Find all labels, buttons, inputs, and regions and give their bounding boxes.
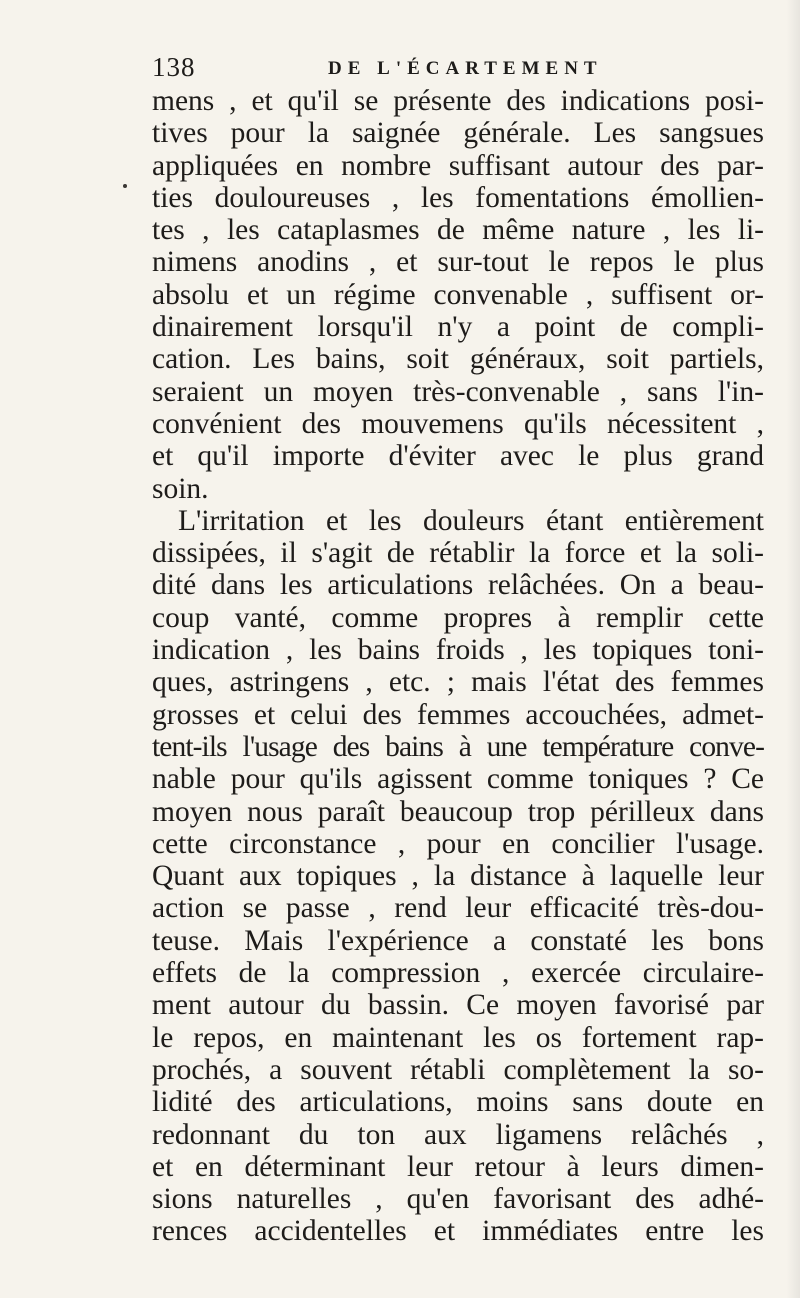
- text-line: dinairement lorsqu'il n'y a point de compli-: [152, 311, 764, 344]
- text-line: tent-ils l'usage des bains à une température conve-: [152, 730, 764, 763]
- text-line: indication , les bains froids , les topiques toni-: [152, 634, 764, 667]
- text-line: mens , et qu'il se présente des indications posi-: [152, 85, 764, 117]
- text-line: tives pour la saignée générale. Les sangsues: [152, 117, 764, 150]
- text-line: moyen nous paraît beaucoup trop périlleux dans: [152, 795, 764, 828]
- body-text: [152, 85, 764, 1248]
- text-line: seraient un moyen très-convenable , sans l'in-: [152, 375, 764, 408]
- text-line: sions naturelles , qu'en favorisant des adhé-: [152, 1183, 764, 1216]
- text-line: le repos, en maintenant les os fortement rap-: [152, 1021, 764, 1054]
- text-line: dissipées, il s'agit de rétablir la force et la soli-: [152, 537, 764, 570]
- paragraph-2: [152, 505, 764, 1248]
- text-line: et en déterminant leur retour à leurs dimen-: [152, 1150, 764, 1183]
- text-line: nimens anodins , et sur-tout le repos le plus: [152, 246, 764, 279]
- text-line: absolu et un régime convenable , suffisent or-: [152, 278, 764, 311]
- text-line: lidité des articulations, moins sans doute en: [152, 1086, 764, 1119]
- text-line: redonnant du ton aux ligamens relâchés ,: [152, 1118, 764, 1151]
- text-line: tes , les cataplasmes de même nature , les li-: [152, 214, 764, 247]
- text-line: prochés, a souvent rétabli complètement la so-: [152, 1053, 764, 1086]
- text-line: soin.: [152, 472, 209, 505]
- text-line: cation. Les bains, soit généraux, soit partiels,: [152, 343, 764, 376]
- text-line: coup vanté, comme propres à remplir cette: [152, 601, 764, 634]
- paragraph-1: [152, 85, 764, 505]
- text-line: convénient des mouvemens qu'ils nécessitent ,: [152, 407, 764, 440]
- text-line: Quant aux topiques , la distance à laquelle leur: [152, 860, 764, 893]
- text-line: teuse. Mais l'expérience a constaté les bons: [152, 924, 764, 957]
- page-edge-shadow: [786, 0, 800, 1298]
- text-line: grosses et celui des femmes accouchées, admet-: [152, 698, 764, 731]
- page-number: 138: [152, 52, 196, 82]
- text-line: effets de la compression , exercée circulaire-: [152, 957, 764, 990]
- text-line: appliquées en nombre suffisant autour des par-: [152, 149, 764, 182]
- text-line: ties douloureuses , les fomentations émollien-: [152, 181, 764, 214]
- margin-dot: [123, 184, 127, 188]
- text-line: action se passe , rend leur efficacité très-dou-: [152, 892, 764, 925]
- text-line: cette circonstance , pour en concilier l'usage.: [152, 827, 764, 860]
- text-line: L'irritation et les douleurs étant entièrement: [178, 504, 764, 537]
- text-line: dité dans les articulations relâchées. On a beau-: [152, 569, 764, 602]
- text-line: nable pour qu'ils agissent comme toniques ? Ce: [152, 763, 764, 796]
- text-line: rences accidentelles et immédiates entre les: [152, 1215, 764, 1248]
- running-title: DE L'ÉCARTEMENT: [328, 58, 603, 79]
- text-line: ment autour du bassin. Ce moyen favorisé par: [152, 989, 764, 1022]
- text-line: et qu'il importe d'éviter avec le plus grand: [152, 440, 764, 473]
- text-line: ques, astringens , etc. ; mais l'état des femmes: [152, 666, 764, 699]
